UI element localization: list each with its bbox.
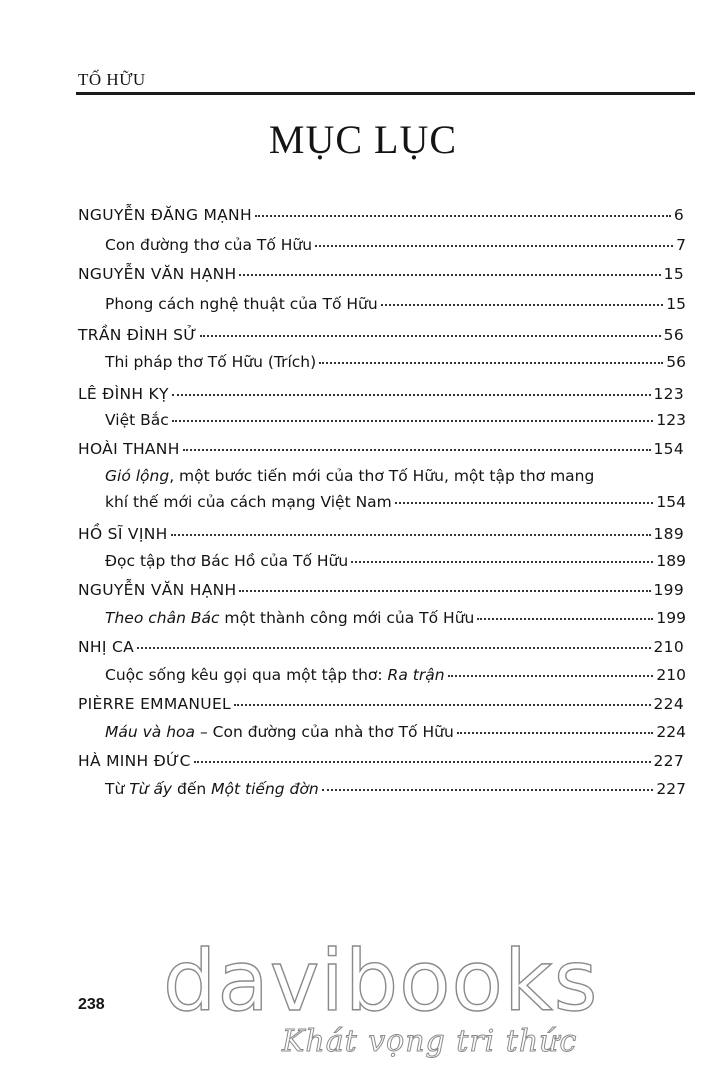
toc-work-text: Từ: [105, 780, 130, 798]
toc-author: LÊ ĐÌNH KỴ: [78, 385, 169, 403]
toc-work-title: [105, 665, 445, 685]
dot-leader: [239, 274, 660, 276]
toc-work-row[interactable]: [105, 722, 686, 742]
page-number: 238: [78, 996, 105, 1013]
toc-work-row[interactable]: [105, 665, 686, 685]
dot-leader: [319, 362, 663, 364]
toc-page: 6: [673, 206, 684, 224]
toc-page: 15: [663, 265, 684, 283]
dot-leader: [172, 420, 654, 422]
toc-work-title: Thi pháp thơ Tố Hữu (Trích): [105, 353, 317, 371]
toc-work-italic: Máu và hoa: [105, 723, 196, 741]
toc-work-row[interactable]: [105, 294, 686, 314]
toc-work-title-line2: khí thế mới của cách mạng Việt Nam: [105, 493, 392, 511]
toc-author-row[interactable]: [78, 637, 684, 657]
toc-page: 123: [653, 385, 684, 403]
header-rule: [76, 92, 695, 95]
toc-author-row[interactable]: [78, 264, 684, 284]
toc-work-italic: Ra trận: [387, 666, 445, 684]
toc-work-title-line1: [105, 466, 594, 486]
toc-page: 199: [653, 581, 684, 599]
toc-author: NHỊ CA: [78, 638, 134, 656]
toc-page: 210: [653, 638, 684, 656]
toc-work-row[interactable]: [105, 492, 686, 512]
dot-leader: [194, 761, 651, 763]
toc-page: 56: [666, 353, 686, 371]
toc-work-row[interactable]: [105, 779, 686, 799]
running-head: TỐ HỮU: [78, 70, 146, 89]
toc-work-title: Con đường thơ của Tố Hữu: [105, 236, 313, 254]
toc-work-row[interactable]: [105, 608, 686, 628]
dot-leader: [381, 304, 664, 306]
toc-work-italic: Theo chân Bác: [105, 609, 220, 627]
toc-page: 210: [656, 666, 686, 684]
toc-page: 224: [653, 695, 684, 713]
toc-author: HOÀI THANH: [78, 440, 180, 458]
toc-author-row[interactable]: [78, 751, 684, 771]
dot-leader: [395, 502, 654, 504]
toc-page: 227: [656, 780, 686, 798]
toc-author: NGUYỄN ĐĂNG MẠNH: [78, 206, 252, 224]
toc-author-row[interactable]: [78, 694, 684, 714]
dot-leader: [351, 561, 653, 563]
dot-leader: [457, 732, 654, 734]
toc-author: NGUYỄN VĂN HẠNH: [78, 265, 237, 283]
toc-work-row[interactable]: [105, 551, 686, 571]
watermark-logo: davibooks: [163, 932, 599, 1030]
dot-leader: [183, 449, 651, 451]
dot-leader: [171, 534, 651, 536]
toc-author-row[interactable]: [78, 439, 684, 459]
dot-leader: [172, 394, 651, 396]
toc-author-row[interactable]: [78, 580, 684, 600]
toc-author-row[interactable]: [78, 524, 684, 544]
toc-work-title: [105, 722, 454, 742]
toc-page: 154: [656, 493, 686, 511]
toc-author: HỒ SĨ VỊNH: [78, 525, 168, 543]
toc-page: 189: [656, 552, 686, 570]
toc-work-italic: Gió lộng: [105, 467, 170, 485]
dot-leader: [448, 675, 654, 677]
toc-author: TRẦN ĐÌNH SỬ: [78, 326, 197, 344]
toc-page: 224: [656, 723, 686, 741]
dot-leader: [477, 618, 653, 620]
page-title: MỤC LỤC: [268, 117, 458, 162]
toc-page: 15: [666, 295, 686, 313]
toc-work-text: Cuộc sống kêu gọi qua một tập thơ:: [105, 666, 388, 684]
toc-work-title: Đọc tập thơ Bác Hồ của Tố Hữu: [105, 552, 349, 570]
toc-work-row[interactable]: [105, 352, 686, 372]
dot-leader: [239, 590, 650, 592]
toc-author-row[interactable]: [78, 205, 684, 225]
toc-page: 227: [653, 752, 684, 770]
toc-page: 56: [663, 326, 684, 344]
toc-work-italic: Một tiếng đờn: [211, 780, 319, 798]
toc-author-row[interactable]: [78, 384, 684, 404]
dot-leader: [234, 704, 651, 706]
toc-work-row[interactable]: [105, 410, 686, 430]
dot-leader: [200, 335, 661, 337]
toc-page: 199: [656, 609, 686, 627]
toc-work-italic: Từ ấy: [129, 780, 173, 798]
toc-work-title: Phong cách nghệ thuật của Tố Hữu: [105, 295, 378, 313]
dot-leader: [315, 245, 673, 247]
toc-work-row[interactable]: [105, 235, 686, 255]
toc-page: 154: [653, 440, 684, 458]
toc-work-text: – Con đường của nhà thơ Tố Hữu: [195, 723, 454, 741]
toc-work-text: một thành công mới của Tố Hữu: [219, 609, 475, 627]
toc-work-text: đến: [172, 780, 212, 798]
toc-author-row[interactable]: [78, 325, 684, 345]
toc-author: NGUYỄN VĂN HẠNH: [78, 581, 237, 599]
toc-work-title: [105, 608, 474, 628]
toc-author: PIÈRRE EMMANUEL: [78, 695, 231, 713]
watermark-tagline: Khát vọng tri thức: [282, 1024, 578, 1059]
toc-author: HÀ MINH ĐỨC: [78, 752, 191, 770]
toc-work-text: , một bước tiến mới của thơ Tố Hữu, một tập thơ mang: [169, 467, 595, 485]
dot-leader: [322, 789, 654, 791]
dot-leader: [255, 215, 671, 217]
toc-work-title: [105, 779, 319, 799]
toc-page: 189: [653, 525, 684, 543]
toc-work-title: Việt Bắc: [105, 411, 169, 429]
toc-page: 123: [656, 411, 686, 429]
toc-work-line[interactable]: [105, 466, 686, 486]
dot-leader: [137, 647, 651, 649]
toc-page: 7: [676, 236, 686, 254]
